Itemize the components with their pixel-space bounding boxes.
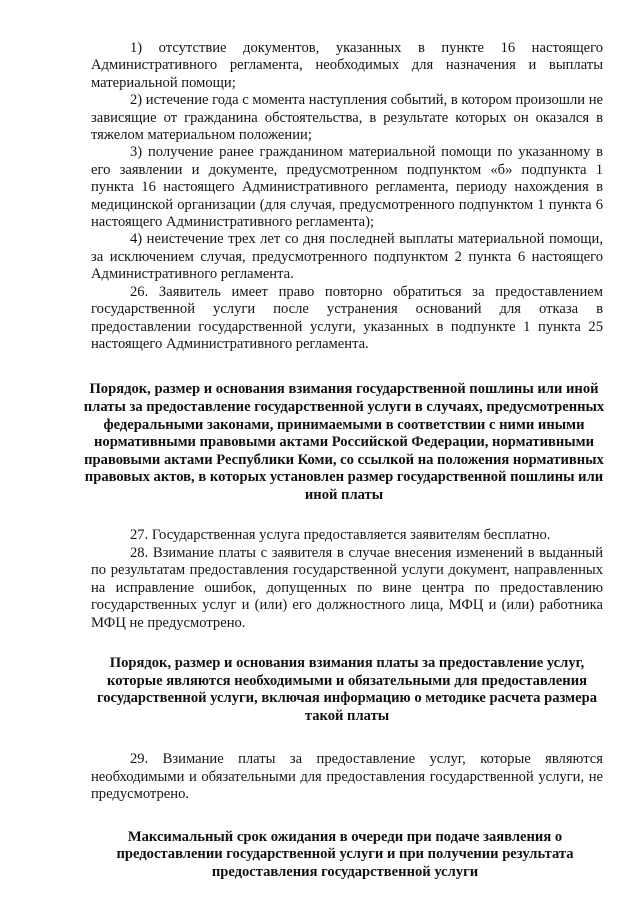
paragraph-reason-1: 1) отсутствие документов, указанных в пункте 16 настоящего Административного регламента, необходимых для назначения и выплаты материальной помощи; (91, 40, 603, 91)
paragraph-reason-2: 2) истечение года с момента наступления событий, в котором произошли не зависящие от гражданина обстоятельства, в результате которых он оказался в тяжелом материальном положении; (91, 92, 604, 144)
section-heading-service-fee: Порядок, размер и основания взимания платы за предоставление услуг, которые являются необходимыми и обязательными для предоставления государственной услуги, включая информацию о методике расчета размера такой платы (96, 654, 598, 724)
paragraph-reason-3: 3) получение ранее гражданином материальной помощи по указанному в его заявлении и документе, предусмотренном подпунктом «б» подпункта 1 пункта 16 настоящего Административного регламента, периоду нахождения в медицинской организации (для случая, предусмотренного подпунктом 1 пункта 6 настоящего Административного регламента); (91, 144, 603, 231)
section-heading-queue-time: Максимальный срок ожидания в очереди при подаче заявления о предоставлении государственной услуги и при получении результата предоставления государственной услуги (116, 828, 574, 880)
paragraph-reason-4: 4) неистечение трех лет со дня последней выплаты материальной помощи, за исключением случая, предусмотренного подпунктом 2 пункта 6 настоящего Административного регламента. (91, 231, 603, 283)
paragraph-29: 29. Взимание платы за предоставление услуг, которые являются необходимыми и обязательными для предоставления государственной услуги, не предусмотрено. (91, 751, 603, 803)
section-heading-state-fee: Порядок, размер и основания взимания государственной пошлины или иной платы за предоставление государственной услуги в случаях, предусмотренных федеральными законами, принимаемыми в соответствии с ними иными нормативными правовыми актами Российской Федерации, нормативными правовыми актами Республики Коми, со ссылкой на положения нормативных правовых актов, в которых установлен размер государственной пошлины или иной платы (83, 381, 605, 503)
paragraph-27: 27. Государственная услуга предоставляется заявителям бесплатно. (130, 527, 551, 544)
paragraph-28: 28. Взимание платы с заявителя в случае внесения изменений в выданный по результатам предоставления государственной услуги документ, направленных на исправление ошибок, допущенных по вине центра по предоставлению государственных услуг и (или) его должностного лица, МФЦ и (или) работника МФЦ не предусмотрено. (91, 544, 603, 631)
paragraph-26: 26. Заявитель имеет право повторно обратиться за предоставлением государственной услуги после устранения оснований для отказа в предоставлении государственной услуги, указанных в подпункте 1 пункта 25 настоящего Административного регламента. (91, 283, 603, 352)
